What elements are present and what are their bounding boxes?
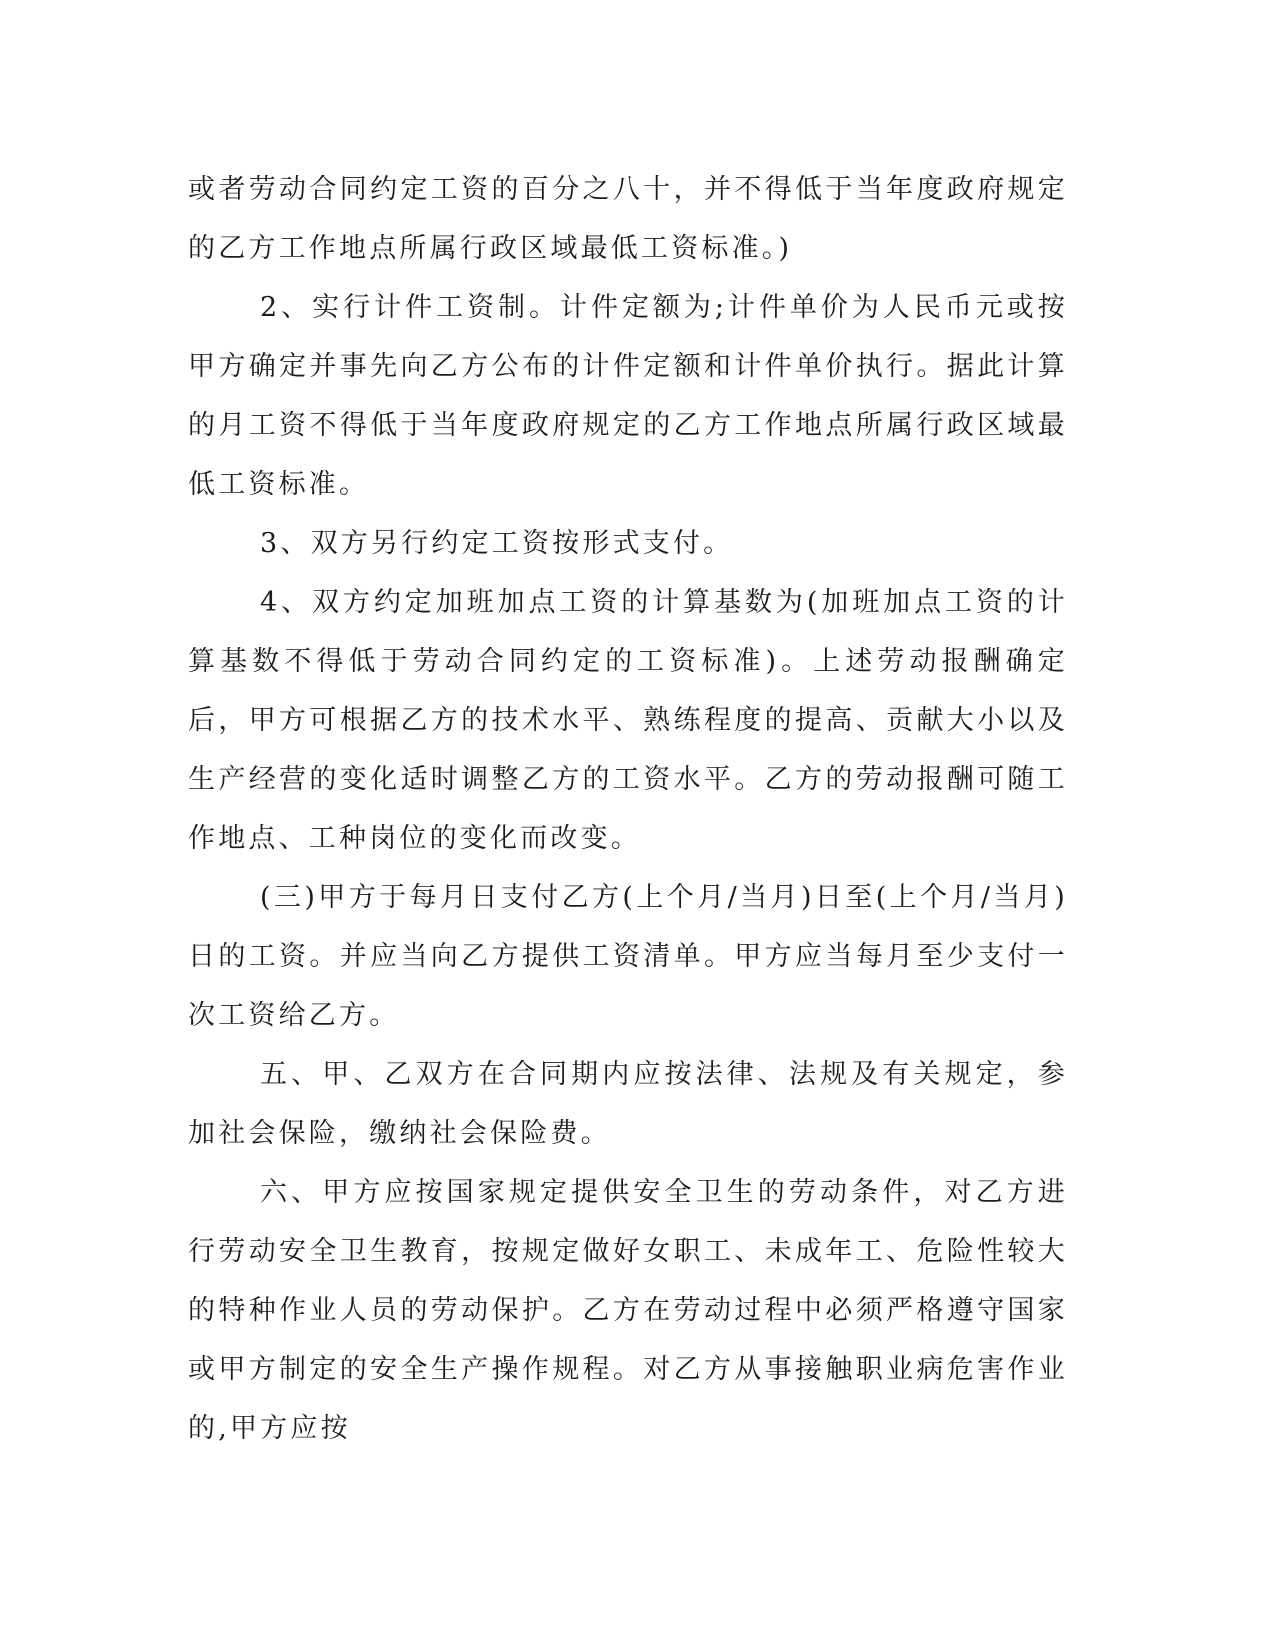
paragraph-piece-rate-wage: 2、实行计件工资制。计件定额为;计件单价为人民币元或按甲方确定并事先向乙方公布的计件定额和计件单价执行。据此计算的月工资不得低于当年度政府规定的乙方工作地点所属行政区域最低工资标准。: [188, 292, 1068, 500]
paragraph-overtime-base: 4、双方约定加班加点工资的计算基数为(加班加点工资的计算基数不得低于劳动合同约定的工资标准)。上述劳动报酬确定后，甲方可根据乙方的技术水平、熟练程度的提高、贡献大小以及生产经营的变化适时调整乙方的工资水平。乙方的劳动报酬可随工作地点、工种岗位的变化而改变。: [188, 587, 1068, 854]
paragraph-labor-protection: 六、甲方应按国家规定提供安全卫生的劳动条件，对乙方进行劳动安全卫生教育，按规定做好女职工、未成年工、危险性较大的特种作业人员的劳动保护。乙方在劳动过程中必须严格遵守国家或甲方制定的安全生产操作规程。对乙方从事接触职业病危害作业的,甲方应按: [188, 1177, 1068, 1444]
paragraph-wage-standard-continued: 或者劳动合同约定工资的百分之八十，并不得低于当年度政府规定的乙方工作地点所属行政区域最低工资标准。): [188, 174, 1068, 264]
paragraph-social-insurance: 五、甲、乙双方在合同期内应按法律、法规及有关规定，参加社会保险，缴纳社会保险费。: [188, 1059, 1068, 1149]
paragraph-payment-form: 3、双方另行约定工资按形式支付。: [260, 528, 734, 559]
paragraph-pay-date: (三)甲方于每月日支付乙方(上个月/当月)日至(上个月/当月)日的工资。并应当向乙方提供工资清单。甲方应当每月至少支付一次工资给乙方。: [188, 882, 1068, 1031]
document-body: [188, 160, 1068, 1458]
